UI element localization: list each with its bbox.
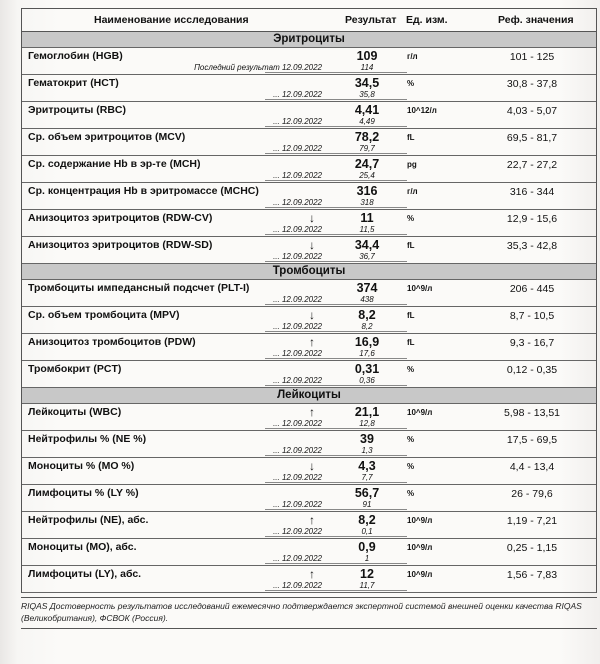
result-value: 24,7 [354, 157, 380, 171]
previous-result-value: 8,2 [361, 322, 373, 331]
result-row [22, 458, 596, 485]
result-value: 11 [360, 211, 374, 225]
result-row [22, 102, 596, 129]
reference-range: 9,3 - 16,7 [509, 337, 555, 349]
unit-label: 10^12/л [407, 106, 437, 115]
previous-underline [265, 234, 407, 235]
previous-underline [265, 153, 407, 154]
reference-range: 316 - 344 [509, 186, 555, 198]
test-name: Ср. объем тромбоцита (MPV) [28, 309, 180, 321]
unit-label: % [407, 462, 415, 471]
flag-arrow: ↑ [309, 405, 315, 419]
result-row [22, 129, 596, 156]
header-unit: Ед. изм. [406, 14, 448, 26]
previous-result-label: ... 12.09.2022 [273, 171, 322, 180]
reference-range: 4,03 - 5,07 [506, 105, 558, 117]
result-row [22, 237, 596, 264]
previous-result-value: 1,3 [361, 446, 373, 455]
test-name: Ср. концентрация Hb в эритромассе (MCHC) [28, 185, 259, 197]
header-result: Результат [345, 14, 397, 26]
result-value: 4,41 [354, 103, 380, 117]
previous-result-value: 25,4 [359, 171, 375, 180]
result-row [22, 512, 596, 539]
previous-result-label: ... 12.09.2022 [273, 527, 322, 536]
reference-range: 8,7 - 10,5 [509, 310, 555, 322]
previous-result-label: ... 12.09.2022 [273, 349, 322, 358]
previous-underline [265, 331, 407, 332]
result-value: 12 [360, 567, 374, 581]
previous-result-value: 11,5 [359, 225, 375, 234]
previous-result-label: ... 12.09.2022 [273, 500, 322, 509]
unit-label: 10^9/л [407, 516, 433, 525]
previous-underline [265, 99, 407, 100]
section-title: Тромбоциты [22, 264, 596, 280]
test-name: Тромбокрит (PCT) [28, 363, 122, 375]
test-name: Нейтрофилы % (NE %) [28, 433, 147, 445]
unit-label: 10^9/л [407, 543, 433, 552]
flag-arrow: ↑ [309, 335, 315, 349]
test-name: Анизоцитоз эритроцитов (RDW-CV) [28, 212, 213, 224]
previous-result-value: 0,1 [361, 527, 373, 536]
previous-underline [265, 72, 407, 73]
previous-result-value: 114 [360, 63, 374, 72]
result-row [22, 361, 596, 388]
test-name: Гематокрит (HCT) [28, 77, 119, 89]
previous-result-label: ... 12.09.2022 [273, 473, 322, 482]
table-header [22, 9, 596, 32]
reference-range: 35,3 - 42,8 [506, 240, 558, 252]
test-name: Лейкоциты (WBC) [28, 406, 122, 418]
previous-result-value: 91 [362, 500, 372, 509]
previous-result-label: ... 12.09.2022 [273, 295, 322, 304]
reference-range: 5,98 - 13,51 [503, 407, 561, 419]
previous-result-label: ... 12.09.2022 [273, 376, 322, 385]
test-name: Лимфоциты % (LY %) [28, 487, 139, 499]
test-name: Моноциты (MO), абс. [28, 541, 137, 553]
test-name: Ср. содержание Hb в эр-те (MCH) [28, 158, 201, 170]
unit-label: % [407, 489, 415, 498]
result-value: 21,1 [354, 405, 380, 419]
flag-arrow: ↑ [309, 513, 315, 527]
reference-range: 206 - 445 [509, 283, 555, 295]
previous-result-value: 11,7 [359, 581, 375, 590]
result-value: 0,9 [358, 540, 376, 554]
previous-underline [265, 428, 407, 429]
reference-range: 17,5 - 69,5 [506, 434, 558, 446]
result-value: 8,2 [358, 513, 376, 527]
previous-underline [265, 536, 407, 537]
header-name: Наименование исследования [94, 14, 249, 26]
reference-range: 12,9 - 15,6 [506, 213, 558, 225]
test-name: Эритроциты (RBC) [28, 104, 126, 116]
result-value: 316 [356, 184, 378, 198]
result-row [22, 431, 596, 458]
result-value: 4,3 [358, 459, 376, 473]
previous-result-value: 12,8 [359, 419, 375, 428]
previous-result-value: 0,36 [359, 376, 375, 385]
result-value: 0,31 [354, 362, 380, 376]
result-row [22, 75, 596, 102]
test-name: Лимфоциты (LY), абс. [28, 568, 142, 580]
previous-underline [265, 304, 407, 305]
table-body [22, 32, 596, 593]
previous-underline [265, 509, 407, 510]
unit-label: г/л [407, 52, 418, 61]
result-value: 8,2 [358, 308, 376, 322]
unit-label: pg [407, 160, 417, 169]
result-value: 78,2 [354, 130, 380, 144]
previous-underline [265, 590, 407, 591]
unit-label: 10^9/л [407, 284, 433, 293]
result-value: 34,4 [354, 238, 380, 252]
previous-underline [265, 563, 407, 564]
result-value: 34,5 [354, 76, 380, 90]
unit-label: % [407, 365, 415, 374]
unit-label: fL [407, 241, 415, 250]
result-value: 16,9 [354, 335, 380, 349]
previous-result-label: ... 12.09.2022 [273, 117, 322, 126]
previous-underline [265, 358, 407, 359]
result-row [22, 156, 596, 183]
reference-range: 0,25 - 1,15 [506, 542, 558, 554]
previous-underline [265, 180, 407, 181]
reference-range: 101 - 125 [509, 51, 555, 63]
reference-range: 1,19 - 7,21 [506, 515, 558, 527]
previous-result-label: ... 12.09.2022 [273, 90, 322, 99]
previous-result-value: 36,7 [359, 252, 375, 261]
flag-arrow: ↓ [309, 459, 315, 473]
unit-label: % [407, 214, 415, 223]
previous-result-label: Последний результат 12.09.2022 [194, 63, 322, 72]
test-name: Ср. объем эритроцитов (MCV) [28, 131, 186, 143]
unit-label: г/л [407, 187, 418, 196]
test-name: Анизоцитоз эритроцитов (RDW-SD) [28, 239, 213, 251]
footer-note: RIQAS Достоверность результатов исследований ежемесячно подтверждается экспертной системой внешней оценки качества RIQAS (Великобритания), ФСВОК (Россия). [21, 601, 582, 623]
result-row [22, 307, 596, 334]
unit-label: % [407, 435, 415, 444]
unit-label: 10^9/л [407, 570, 433, 579]
previous-result-label: ... 12.09.2022 [273, 419, 322, 428]
reference-range: 0,12 - 0,35 [506, 364, 558, 376]
previous-result-value: 438 [360, 295, 374, 304]
previous-result-value: 79,7 [359, 144, 375, 153]
flag-arrow: ↑ [309, 567, 315, 581]
result-value: 39 [360, 432, 374, 446]
results-table [21, 8, 597, 593]
section-title: Эритроциты [22, 32, 596, 48]
unit-label: fL [407, 311, 415, 320]
previous-underline [265, 207, 407, 208]
result-row [22, 334, 596, 361]
result-value: 109 [356, 49, 378, 63]
previous-result-value: 7,7 [361, 473, 373, 482]
result-value: 374 [356, 281, 378, 295]
previous-result-label: ... 12.09.2022 [273, 446, 322, 455]
previous-result-label: ... 12.09.2022 [273, 198, 322, 207]
previous-result-value: 4,49 [359, 117, 375, 126]
result-row [22, 210, 596, 237]
previous-underline [265, 261, 407, 262]
unit-label: fL [407, 133, 415, 142]
header-ref: Реф. значения [498, 14, 574, 26]
previous-result-value: 35,8 [359, 90, 375, 99]
previous-underline [265, 126, 407, 127]
unit-label: 10^9/л [407, 408, 433, 417]
result-row [22, 48, 596, 75]
test-name: Тромбоциты импедансный подсчет (PLT-I) [28, 282, 250, 294]
result-row [22, 539, 596, 566]
result-row [22, 183, 596, 210]
test-name: Моноциты % (MO %) [28, 460, 135, 472]
previous-result-label: ... 12.09.2022 [273, 554, 322, 563]
flag-arrow: ↓ [309, 308, 315, 322]
reference-range: 1,56 - 7,83 [506, 569, 558, 581]
section-title: Лейкоциты [22, 388, 596, 404]
previous-result-label: ... 12.09.2022 [273, 581, 322, 590]
test-name: Анизоцитоз тромбоцитов (PDW) [28, 336, 196, 348]
previous-result-value: 1 [364, 554, 370, 563]
result-value: 56,7 [354, 486, 380, 500]
result-row [22, 566, 596, 593]
result-row [22, 485, 596, 512]
result-row [22, 280, 596, 307]
reference-range: 69,5 - 81,7 [506, 132, 558, 144]
previous-underline [265, 455, 407, 456]
unit-label: % [407, 79, 415, 88]
divider [21, 628, 597, 629]
flag-arrow: ↓ [309, 211, 315, 225]
previous-result-label: ... 12.09.2022 [273, 252, 322, 261]
test-name: Нейтрофилы (NE), абс. [28, 514, 149, 526]
previous-underline [265, 482, 407, 483]
previous-underline [265, 385, 407, 386]
previous-result-label: ... 12.09.2022 [273, 225, 322, 234]
divider [21, 597, 597, 598]
previous-result-value: 17,6 [359, 349, 375, 358]
reference-range: 26 - 79,6 [511, 488, 553, 500]
reference-range: 4,4 - 13,4 [509, 461, 555, 473]
unit-label: fL [407, 338, 415, 347]
test-name: Гемоглобин (HGB) [28, 50, 123, 62]
previous-result-value: 318 [360, 198, 374, 207]
reference-range: 22,7 - 27,2 [506, 159, 558, 171]
flag-arrow: ↓ [309, 238, 315, 252]
previous-result-label: ... 12.09.2022 [273, 144, 322, 153]
result-row [22, 404, 596, 431]
previous-result-label: ... 12.09.2022 [273, 322, 322, 331]
reference-range: 30,8 - 37,8 [506, 78, 558, 90]
